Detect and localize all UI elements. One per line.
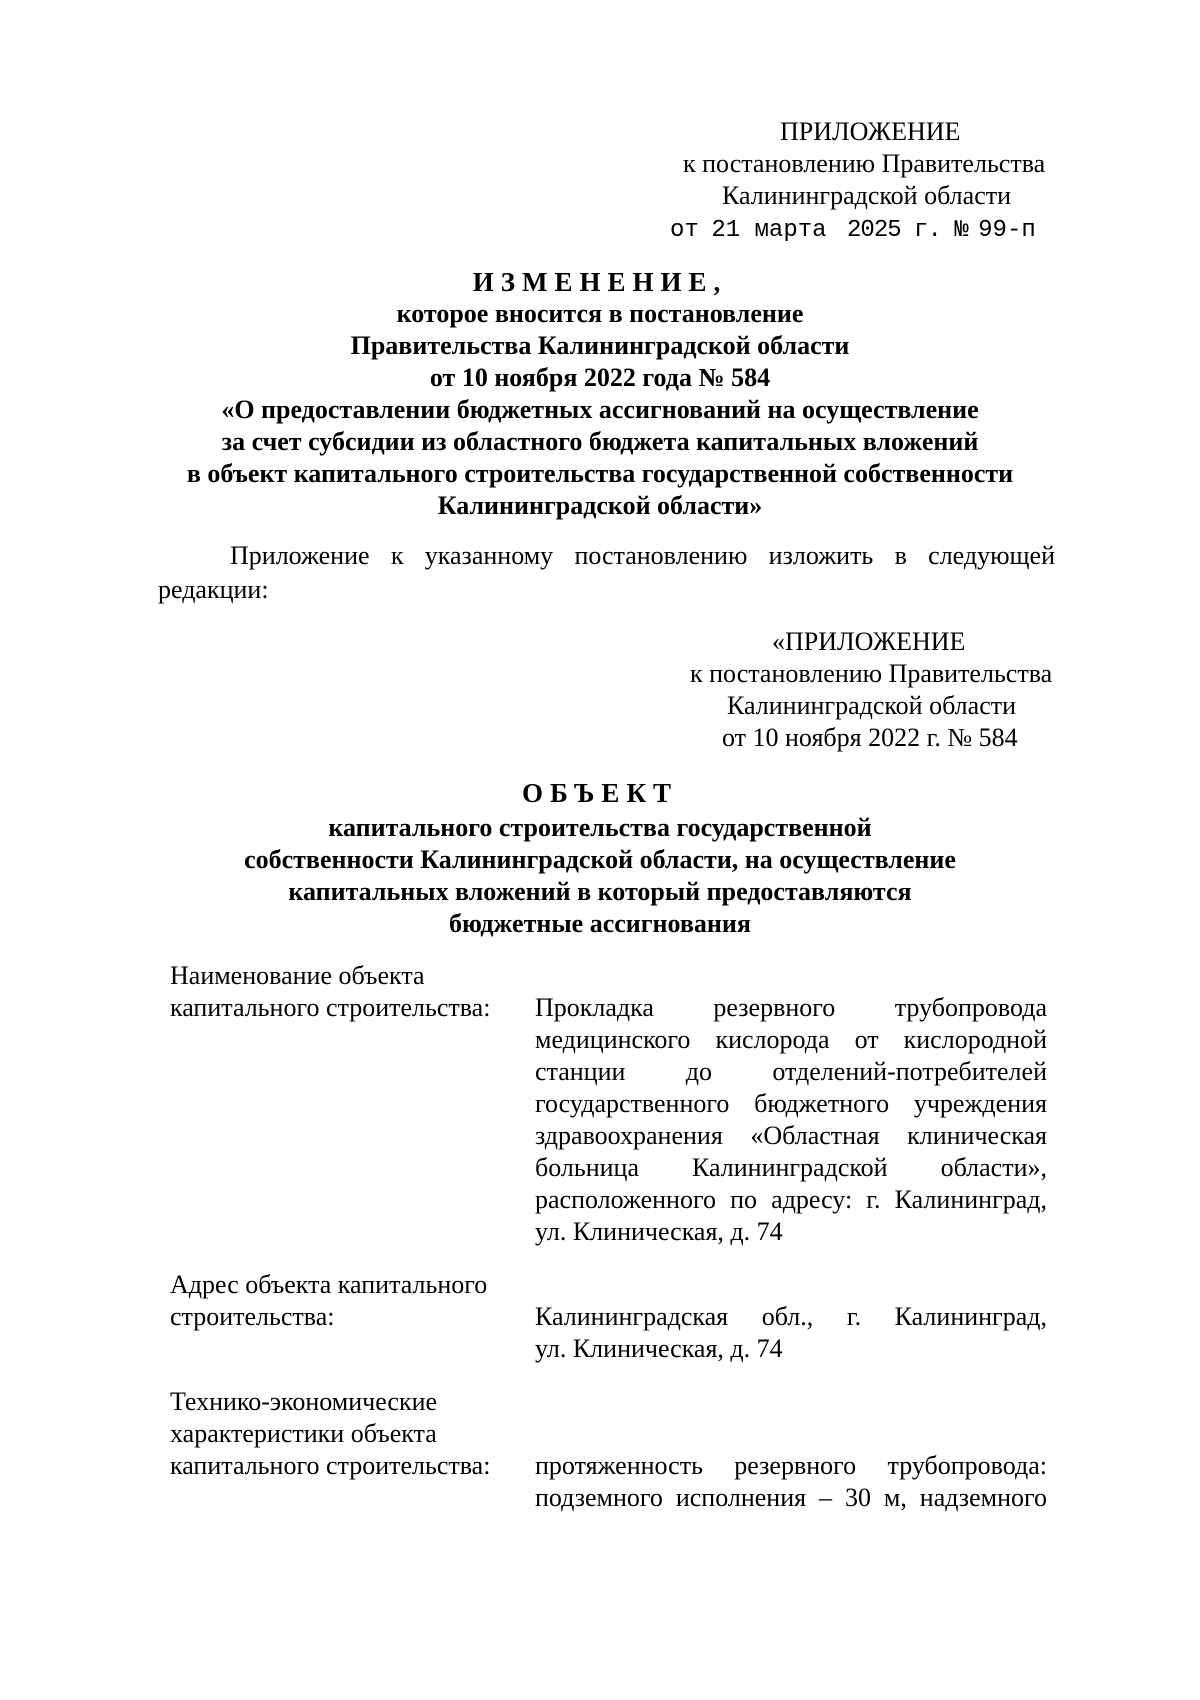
field-value-line: Калининградская обл., г. Калининград, <box>535 1302 1047 1331</box>
inner-appendix-line3: от 10 ноября 2022 г. № 584 <box>722 723 1018 752</box>
change-line: от 10 ноября 2022 года № 584 <box>429 363 771 392</box>
intro-line2: редакции: <box>158 575 269 604</box>
change-line: которое вносится в постановление <box>396 299 804 328</box>
date-year: 2025 г. № <box>847 217 968 244</box>
object-title: ОБЪЕКТ <box>521 778 679 808</box>
top-appendix-line2: Калининградской области <box>722 181 1012 210</box>
field-value-line: медицинского кислорода от кислородной <box>535 1025 1047 1054</box>
field-label: Адрес объекта капитального <box>170 1270 488 1299</box>
change-line: Калининградской области» <box>437 491 763 520</box>
field-value-line: больница Калининградской области», <box>535 1153 1047 1182</box>
field-value-line: протяженность резервного трубопровода: <box>535 1451 1047 1480</box>
inner-appendix-title: «ПРИЛОЖЕНИЕ <box>772 627 966 656</box>
intro-line1: Приложение к указанному постановлению изложить в следующей <box>230 541 1055 570</box>
field-value-line: Прокладка резервного трубопровода <box>535 993 1047 1022</box>
top-appendix-line1: к постановлению Правительства <box>683 149 1046 178</box>
change-line: Правительства Калининградской области <box>350 331 850 360</box>
field-label: Наименование объекта <box>170 961 425 990</box>
field-value-line: подземного исполнения – 30 м, надземного <box>535 1483 1047 1512</box>
field-value-line: государственного бюджетного учреждения <box>535 1089 1047 1118</box>
object-line: бюджетные ассигнования <box>449 909 751 938</box>
field-value-line: расположенного по адресу: г. Калининград, <box>535 1185 1047 1214</box>
change-title: ИЗМЕНЕНИЕ, <box>472 267 728 297</box>
inner-appendix-line1: к постановлению Правительства <box>690 659 1053 688</box>
change-line: в объект капитального строительства государственной собственности <box>186 459 1014 488</box>
field-label: капитального строительства: <box>170 993 491 1022</box>
top-appendix-date-line <box>670 212 1036 247</box>
field-label: Технико-экономические <box>170 1387 438 1416</box>
date-handwritten: 21 марта <box>711 217 827 244</box>
inner-appendix-line2: Калининградской области <box>727 691 1017 720</box>
change-line: «О предоставлении бюджетных ассигнований на осуществление <box>221 395 979 424</box>
field-value-line: ул. Клиническая, д. 74 <box>535 1334 783 1363</box>
object-line: собственности Калининградской области, на осуществление <box>244 845 956 874</box>
object-line: капитальных вложений в который предоставляются <box>288 877 912 906</box>
field-label: строительства: <box>170 1302 335 1331</box>
date-prefix: от <box>670 217 699 244</box>
change-line: за счет субсидии из областного бюджета капитальных вложений <box>221 427 979 456</box>
object-line: капитального строительства государственной <box>328 813 872 842</box>
top-appendix-title: ПРИЛОЖЕНИЕ <box>780 117 961 146</box>
number-handwritten: 99-п <box>978 217 1036 244</box>
field-value-line: здравоохранения «Областная клиническая <box>535 1121 1047 1150</box>
field-value-line: ул. Клиническая, д. 74 <box>535 1217 783 1246</box>
field-value-line: станции до отделений-потребителей <box>535 1057 1047 1086</box>
field-label: характеристики объекта <box>170 1419 437 1448</box>
field-label: капитального строительства: <box>170 1451 491 1480</box>
